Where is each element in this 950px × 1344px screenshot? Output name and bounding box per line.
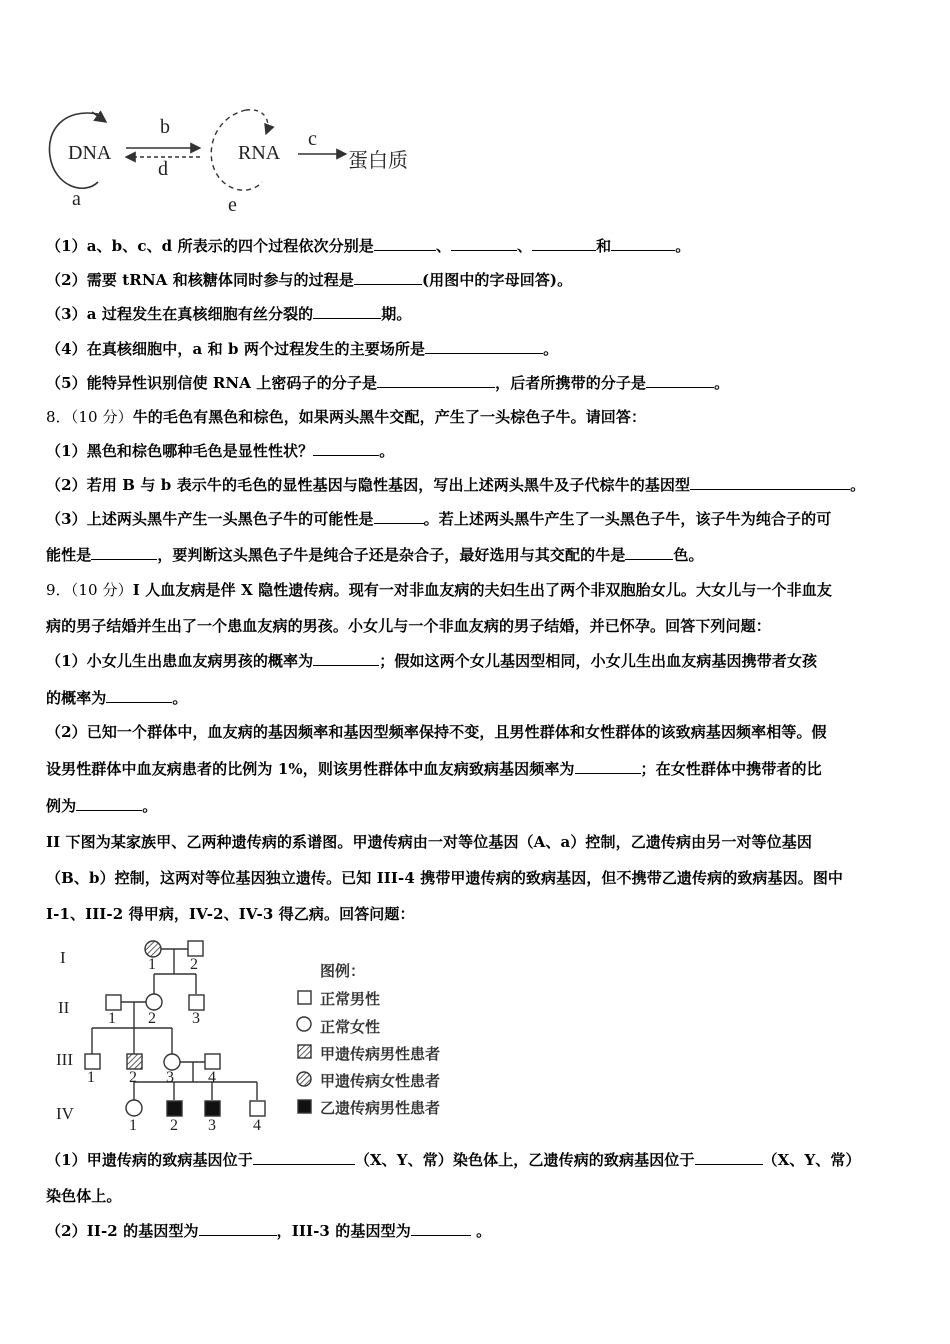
III-3-number: 3 <box>166 1069 174 1086</box>
q9-stem-1: 9．（10 分）I 人血友病是伴 X 隐性遗传病。现有一对非血友病的夫妇生出了两个非双胞胎女儿。大女儿与一个非血友 <box>46 581 832 599</box>
gen-II-label: II <box>58 998 70 1017</box>
legend-b-male-symbol <box>298 1100 311 1113</box>
q8-line-3: （3）上述两头黑牛产生一头黑色子牛的可能性是 。若上述两头黑牛产生了一头黑色子牛，该子牛为纯合子的可 <box>46 510 832 528</box>
q8-line-4: 能性是 ，要判断这头黑色子牛是纯合子还是杂合子，最好选用与其交配的牛是 色。 <box>46 546 704 564</box>
IV-3-number: 3 <box>208 1117 216 1134</box>
q9-line-2b: 设男性群体中血友病患者的比例为 1%，则该男性群体中血友病致病基因频率为 ；在女性群体中携带者的比 <box>46 760 822 778</box>
III-4-normal-male <box>205 1054 220 1069</box>
q9-line-2c: 例为 。 <box>46 797 158 815</box>
q9-line-1b: 的概率为 。 <box>46 689 188 707</box>
protein-label: 蛋白质 <box>348 148 408 172</box>
legend-normal-female-symbol <box>297 1017 311 1031</box>
pedigree-chart <box>50 932 490 1142</box>
III-1-normal-male <box>85 1054 100 1069</box>
rna-replication-loop-e-right <box>246 110 268 134</box>
label-a: a <box>72 188 81 210</box>
dna-label: DNA <box>68 142 112 164</box>
rna-label: RNA <box>238 142 281 164</box>
q9-ii-2: （B、b）控制，这两对等位基因独立遗传。已知 III-4 携带甲遗传病的致病基因，但不携带乙遗传病的致病基因。图中 <box>46 869 844 887</box>
q9-p-line-2: （2）II-2 的基因型为 ，III-3 的基因型为 。 <box>46 1222 492 1240</box>
q7-line-2: （2）需要 tRNA 和核糖体同时参与的过程是 (用图中的字母回答)。 <box>46 271 573 289</box>
q7-line-5: （5）能特异性识别信使 RNA 上密码子的分子是 ，后者所携带的分子是 。 <box>46 374 730 392</box>
q7-line-3: （3）a 过程发生在真核细胞有丝分裂的 期。 <box>46 305 412 323</box>
II-2-number: 2 <box>148 1010 156 1027</box>
I-2-number: 2 <box>190 956 198 973</box>
II-1-normal-male <box>106 995 121 1010</box>
III-3-normal-female <box>164 1054 180 1070</box>
q9-ii-1: II 下图为某家族甲、乙两种遗传病的系谱图。甲遗传病由一对等位基因（A、a）控制，乙遗传病由另一对等位基因 <box>46 833 812 851</box>
IV-1-normal-female <box>126 1100 142 1116</box>
label-d: d <box>158 158 168 180</box>
legend-normal-male-symbol <box>298 991 311 1004</box>
q9-ii-3: I-1、III-2 得甲病，IV-2、IV-3 得乙病。回答问题： <box>46 905 415 923</box>
q9-line-1: （1）小女儿生出患血友病男孩的概率为 ；假如这两个女儿基因型相同，小女儿生出血友病基因携带者女孩 <box>46 652 818 670</box>
legend-a-male-symbol <box>298 1045 311 1058</box>
legend-a-female-symbol <box>297 1072 311 1086</box>
q8-stem: 8．（10 分）牛的毛色有黑色和棕色，如果两头黑牛交配，产生了一头棕色子牛。请回答： <box>46 408 647 426</box>
q7-line-1: （1）a、b、c、d 所表示的四个过程依次分别是 、 、 和 。 <box>46 237 691 255</box>
q9-p-line-1: （1）甲遗传病的致病基因位于 （X、Y、常）染色体上，乙遗传病的致病基因位于 （X、Y、常） <box>46 1151 861 1169</box>
q9-line-2: （2）已知一个群体中，血友病的基因频率和基因型频率保持不变，且男性群体和女性群体的该致病基因频率相等。假 <box>46 723 827 741</box>
IV-4-number: 4 <box>253 1117 261 1134</box>
II-2-normal-female <box>146 994 162 1010</box>
IV-4-normal-male <box>250 1101 265 1116</box>
I-1-number: 1 <box>148 956 156 973</box>
label-c: c <box>308 128 317 150</box>
legend-a-male: 甲遗传病男性患者 <box>320 1045 441 1063</box>
IV-2-number: 2 <box>170 1117 178 1134</box>
I-1-affected-female <box>145 941 161 957</box>
III-4-number: 4 <box>208 1069 216 1086</box>
III-2-number: 2 <box>129 1069 137 1086</box>
label-b: b <box>160 116 170 138</box>
q7-line-4: （4）在真核细胞中，a 和 b 两个过程发生的主要场所是 。 <box>46 340 559 358</box>
III-2-affected-male-a <box>127 1054 142 1069</box>
legend-title: 图例： <box>320 962 366 980</box>
IV-1-number: 1 <box>129 1117 137 1134</box>
legend-normal-male: 正常男性 <box>320 990 381 1008</box>
q8-line-1: （1）黑色和棕色哪种毛色是显性性状？ 。 <box>46 442 395 460</box>
II-3-number: 3 <box>192 1010 200 1027</box>
q9-p-line-1b: 染色体上。 <box>46 1187 122 1205</box>
central-dogma-diagram <box>40 100 440 220</box>
IV-2-affected-male-b <box>167 1101 182 1116</box>
I-2-normal-male <box>188 941 203 956</box>
q8-line-2: （2）若用 B 与 b 表示牛的毛色的显性基因与隐性基因，写出上述两头黑牛及子代棕牛的基因型 。 <box>46 476 866 494</box>
gen-I-label: I <box>60 948 66 967</box>
legend-b-male: 乙遗传病男性患者 <box>320 1099 441 1117</box>
IV-3-affected-male-b <box>205 1101 220 1116</box>
legend-normal-female: 正常女性 <box>320 1018 381 1036</box>
II-1-number: 1 <box>108 1010 116 1027</box>
gen-III-label: III <box>56 1050 73 1069</box>
replication-arrow-a <box>92 112 106 122</box>
legend-a-female: 甲遗传病女性患者 <box>320 1072 441 1090</box>
q9-stem-2: 病的男子结婚并生出了一个患血友病的男孩。小女儿与一个非血友病的男子结婚，并已怀孕。回答下列问题： <box>46 617 771 635</box>
III-1-number: 1 <box>87 1069 95 1086</box>
gen-IV-label: IV <box>56 1104 74 1123</box>
label-e: e <box>228 194 237 216</box>
II-3-normal-male <box>189 995 204 1010</box>
